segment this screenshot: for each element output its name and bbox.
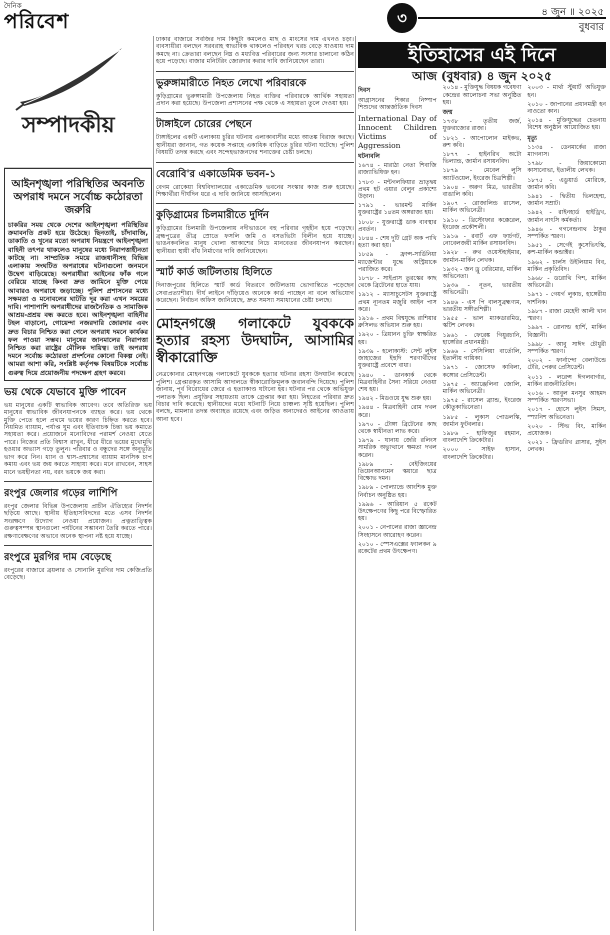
article-body: রংপুর জেলার বিভিন্ন উপজেলায় প্রাচীন ঐতিহ্যের নিদর্শন ছড়িয়ে আছে। স্থানীয় ইতিহাসবিদদের মতে এসব নিদর্শন সংরক্ষণে উদ্যোগ নেওয়া প্রয়োজন। প্রত্নতাত্ত্বিক গুরুত্বসম্পন্ন স্থানগুলো পর্যটনের সম্ভাবনা তৈরি করতে পারে। রক্ষণাবেক্ষণের অভাবে অনেক স্থাপনা নষ্ট হয়ে যাচ্ছে। xyxy=(4,502,152,540)
history-banner: ইতিহাসের এই দিনে xyxy=(358,42,606,68)
history-entry: ১৯৪৪ - মিত্রবাহিনী রোম দখল করে। xyxy=(358,404,437,419)
article-headline: বেরোবি'র একাডেমিক ভবন-১ xyxy=(156,168,276,180)
history-entry: ১৯০৪ - অরুণ মিত্র, ভারতীয় বাঙালি কবি। xyxy=(442,183,522,199)
history-entry: ১৯২৮ - রুথ ওয়েস্টহাইমার, জার্মান-মার্কিন লেখক। xyxy=(442,249,522,264)
article-body: কুড়িগ্রামের ভুরুঙ্গামারী উপজেলায় নিহত ব্যক্তির পরিবারকে আর্থিক সহায়তা প্রদান করা হয়েছে। উপজেলা প্রশাসনের পক্ষ থেকে এ সহায়তা তুলে দেওয়া হয়। xyxy=(156,92,354,108)
history-entry: ১৯৪৬ - গগনেন্দ্রনাথ ঠাকুর সম্পর্কিত স্মরণ। xyxy=(527,225,606,241)
editorial-body: চাকরির সময় থেকে দেশের আইনশৃঙ্খলা পরিস্থিতির ক্রমাবনতি প্রকট হয়ে উঠেছে। ছিনতাই, চাঁদাবাজি, ডাকাতি ও খুনের মতো অপরাধ নিয়ন্ত্রণে আইনশৃঙ্খলা বাহিনী তৎপর থাকলেও মানুষের মধ্যে নিরাপত্তাহীনতা কাটছে না। সাম্প্রতিক সময়ে রাজধানীসহ বিভিন্ন এলাকায় সংঘটিত অপরাধের ঘটনাগুলো জনমনে উদ্বেগ বাড়িয়েছে। অপরাধীরা আইনের ফাঁক গলে বেরিয়ে যাচ্ছে কিংবা দ্রুত জামিনে মুক্তি পেয়ে আবারও অপরাধে জড়াচ্ছে। পুলিশ প্রশাসনের মধ্যে সক্ষমতা ও মনোবলের ঘাটতি দূর করা এখন সময়ের দাবি। পাশাপাশি অপরাধীদের রাজনৈতিক ও সামাজিক আশ্রয়-প্রশ্রয় বন্ধ করতে হবে। আইনশৃঙ্খলা বাহিনীর টহল বাড়ানো, গোয়েন্দা নজরদারি জোরদার এবং দ্রুত বিচার নিশ্চিত করা গেলে অপরাধ দমনে কার্যকর ফল পাওয়া সম্ভব। মানুষের জানমালের নিরাপত্তা নিশ্চিত করা রাষ্ট্রের মৌলিক দায়িত্ব। তাই অপরাধ দমনে সর্বোচ্চ কঠোরতা প্রদর্শনের কোনো বিকল্প নেই। আমরা আশা করি, সংশ্লিষ্ট কর্তৃপক্ষ বিষয়টিকে সর্বোচ্চ গুরুত্ব দিয়ে প্রয়োজনীয় পদক্ষেপ গ্রহণ করবে। xyxy=(8,221,148,377)
history-column-2 xyxy=(443,84,522,557)
history-entry: আগ্রাসনের শিকার নিষ্পাপ শিশুদের আন্তর্জাতিক দিবস xyxy=(358,96,437,111)
history-entry: ১৯২০ - ত্রিয়ানন চুক্তি স্বাক্ষরিত হয়। xyxy=(358,331,437,346)
history-entry: ১৯৫১ - সের্গেই কুসেভিৎস্কি, রুশ-মার্কিন কন্ডাক্টর। xyxy=(527,242,606,257)
history-entry: ২০১৪ - মুক্তিযুদ্ধের চেতনায় বিশেষ অনুষ্ঠান আয়োজিত হয়। xyxy=(527,117,606,132)
history-entry: ১৭৯১ - ভারমন্ট মার্কিন যুক্তরাষ্ট্রের ১৪তম অঙ্গরাজ্য হয়। xyxy=(358,202,437,217)
page-header xyxy=(0,0,610,36)
history-entry: ১৮০৮ - যুক্তরাষ্ট্রে ডাক ব্যবস্থার প্রবর্তন। xyxy=(358,218,437,233)
history-entry: ১৯১০ - খ্রিস্টোফার কক্কেরেল, ইংরেজ প্রকৌশলী। xyxy=(442,216,522,231)
history-entry: ১৯৮৯ - পোল্যান্ডে আংশিক মুক্ত নির্বাচন অনুষ্ঠিত হয়। xyxy=(358,484,437,499)
divider xyxy=(4,545,152,546)
history-entry: ১৬৭৪ - মারাঠা নেতা শিবাজি রাজ্যাভিষিক্ত হন। xyxy=(358,162,437,177)
article-headline: ভয় থেকে যেভাবে মুক্তি পাবেন xyxy=(4,386,126,398)
column-history xyxy=(358,36,606,931)
history-entry: ১৯৯৮ - আবু সাঈদ চৌধুরী সম্পর্কিত স্মরণ। xyxy=(527,340,606,355)
article-body: দিনাজপুরের হিলিতে স্মার্ট কার্ড বিতরণে জটিলতায় ভোগান্তিতে পড়েছেন সেবাপ্রত্যাশীরা। দীর্ঘ লাইনে দাঁড়িয়েও অনেকে কার্ড পাচ্ছেন না বলে অভিযোগ করেছেন। নির্বাচন অফিস জানিয়েছে, দ্রুত সমস্যা সমাধানের চেষ্টা চলছে। xyxy=(156,282,354,304)
editorial-box xyxy=(4,168,152,381)
history-entry: ২০০৩ - মার্থা স্টুয়ার্ট অভিযুক্ত হন। xyxy=(527,84,606,99)
history-entry: ১৯৭৯ - ঘানায় জেরি রলিংস সামরিক অভ্যুত্থানে ক্ষমতা দখল করেন। xyxy=(358,437,437,459)
history-entry: ২০১৭ - হোসে লুইস সিমস, স্প্যানিশ অভিনেতা। xyxy=(527,406,606,421)
history-entry: ২০০২ - ফার্নান্দো বেলাউন্ডে টেরি, পেরুর প্রেসিডেন্ট। xyxy=(527,357,606,372)
history-entry: ১৯৮৫ - লুকাস পোডলস্কি, জার্মান ফুটবলার। xyxy=(442,413,522,428)
history-entry: ১৯৮৬ - হাফিজুর রহমান, বাংলাদেশি ক্রিকেটার। xyxy=(442,429,522,445)
history-subheading: জন্ম xyxy=(442,109,453,117)
masthead-title: পরিবেশ xyxy=(4,9,70,33)
history-entry: ১৯৯৬ - আরিয়ান ৫ রকেট উৎক্ষেপণের কিছু পরে বিস্ফোরিত হয়। xyxy=(358,500,437,523)
article-headline: কুড়িগ্রামের চিলমারীতে দুর্দিন xyxy=(156,210,269,222)
article-headline: স্মার্ট কার্ড জটিলতায় হিলিতে xyxy=(156,267,273,279)
column-divider xyxy=(355,36,356,931)
masthead-small: দৈনিক xyxy=(4,2,22,10)
history-subheading: ঘটনাবলি xyxy=(358,153,380,161)
history-entry: ১৯০৭ - রোজালিন্ড রাসেল, মার্কিন অভিনেত্রী। xyxy=(442,200,522,215)
history-entry: ১৯৪২ - রাইনহার্ড হাইড্রিখ, জার্মান নাৎসি কর্মকর্তা। xyxy=(527,209,606,224)
history-entry: ২০২০ - স্টিভ বিং, মার্কিন প্রযোজক। xyxy=(527,422,606,437)
history-entry: ১৯৩২ - জন ড্রু বেরিমোর, মার্কিন অভিনেতা। xyxy=(442,265,522,281)
issue-weekday: বুধবার xyxy=(578,22,604,33)
history-entry: ২০০০ - সাইফ হাসান, বাংলাদেশি ক্রিকেটার। xyxy=(442,446,522,461)
issue-date: ৪ জুন ॥ ২০২৫ xyxy=(541,7,604,18)
history-entry: ১৯৭১ - গেয়র্গ লুকাচ, হাঙ্গেরীয় দার্শনিক। xyxy=(527,291,606,306)
history-columns xyxy=(358,84,606,557)
divider xyxy=(156,203,354,204)
history-entry: ২০১৪ - মুক্তিযুদ্ধ বিষয়ক গবেষণা কেন্দ্রের আলোচনা সভা অনুষ্ঠিত হয়। xyxy=(442,84,522,106)
article-headline: রংপুর জেলার গড়ের লাশিপি xyxy=(4,487,118,499)
history-entry: ১১৩৪ - ডেনমার্কের রাজা ম্যাগনাস। xyxy=(527,143,606,159)
history-entry: ১৭৩৮ - তৃতীয় জর্জ, যুক্তরাজ্যের রাজা। xyxy=(442,118,522,133)
history-entry: ১৯৪১ - দ্বিতীয় ভিলহেল্ম, জার্মান সম্রাট। xyxy=(527,193,606,208)
column-middle xyxy=(156,36,354,931)
history-entry: ১৯৭০ - টোঙ্গা ব্রিটেনের কাছ থেকে স্বাধীনতা লাভ করে। xyxy=(358,420,437,435)
history-entry: ২০২১ - ফ্রিডরিখ গ্লাসার, সুইস লেখক। xyxy=(527,439,606,454)
history-entry: ১৯১৬ - রবার্ট এফ ফার্চগট, নোবেলজয়ী মার্কিন রসায়নবিদ। xyxy=(442,233,522,248)
history-column-1 xyxy=(358,84,437,557)
history-entry: ১৯১৬ - প্রথম বিশ্বযুদ্ধে রাশিয়ার ব্রুসিলভ অভিযান শুরু হয়। xyxy=(358,315,437,330)
column-divider xyxy=(153,36,154,931)
article-headline: রংপুরে মুরগির দাম বেড়েছে xyxy=(4,551,112,563)
international-day-english: International Day of Innocent Children Victims of Aggression xyxy=(358,114,437,151)
article-body: বেগম রোকেয়া বিশ্ববিদ্যালয়ের একাডেমিক ভবনের সংস্কার কাজ শুরু হয়েছে। শিক্ষার্থীরা দীর্ঘদিন ধরে এ দাবি জানিয়ে আসছিলেন। xyxy=(156,183,354,199)
history-column-3 xyxy=(527,84,606,557)
history-entry: ১৯৪০ - ডানকার্ক থেকে মিত্রবাহিনীর সৈন্য সরিয়ে নেওয়া শেষ হয়। xyxy=(358,371,437,393)
article-headline: টাঙ্গাইলে চোরের পেছনে xyxy=(156,119,252,131)
history-entry: ১৯৯৭ - রোনাল্ড হার্শি, মার্কিন বিজ্ঞানী। xyxy=(527,324,606,339)
history-entry: ১৯৭৫ - রাসেল ব্র্যান্ড, ইংরেজ কৌতুকাভিনেতা। xyxy=(442,397,522,412)
editorial-headline: আইনশৃঙ্খলা পরিস্থিতির অবনতি অপরাধ দমনে সর্বোচ্চ কঠোরতা জরুরি xyxy=(11,178,145,216)
divider xyxy=(156,162,354,163)
article-body: ঢাকার বাজারে সবজির দাম কিছুটা কমলেও মাছ ও মাংসের দাম এখনও চড়া। ব্যবসায়ীরা বলছেন সরবরাহ স্বাভাবিক থাকলেও পরিবহন খরচ বেড়ে যাওয়ায় দাম কমছে না। ক্রেতারা বলছেন নিম্ন ও মধ্যবিত্ত পরিবারের জন্য সংসার চালানো কঠিন হয়ে পড়েছে। বাজার মনিটরিং জোরদার করার দাবি জানিয়েছেন তারা। xyxy=(156,36,354,66)
history-entry: ১৮৫৯ - ফ্রান্স-সার্ডিনিয়া ম্যাজেন্টার যুদ্ধে অস্ট্রিয়াকে পরাজিত করে। xyxy=(358,251,437,273)
article-headline-main: মোহনগঞ্জে গলাকেটে যুবককে হত্যার রহস্য উদঘাটন, আসামির স্বীকারোক্তি xyxy=(156,316,354,367)
editorial-logo xyxy=(4,36,152,168)
history-entry: ১৮৭৫ - এডুয়ার্ড মোরিকে, জার্মান কবি। xyxy=(527,176,606,191)
history-entry: ১৯৪৬ - এস পি বালসুব্রহ্মণ্যম, ভারতীয় সঙ্গীতশিল্পী। xyxy=(442,298,522,313)
page-number-badge: ৩ xyxy=(387,3,417,33)
history-entry: ২০১৬ - আবুল মনসুর আহমদ সম্পর্কিত স্মরণসভা। xyxy=(527,389,606,405)
article-body: নেত্রকোনার মোহনগঞ্জে গলাকেটে যুবককে হত্যার ঘটনার রহস্য উদঘাটন করেছে পুলিশ। গ্রেপ্তারকৃত আসামি আদালতে স্বীকারোক্তিমূলক জবানবন্দি দিয়েছে। পুলিশ জানায়, পূর্ব বিরোধের জেরে এ হত্যাকাণ্ড ঘটানো হয়। ঘটনার পর থেকে অভিযুক্ত পলাতক ছিল। প্রযুক্তির সহায়তায় তাকে গ্রেপ্তার করা হয়। নিহতের পরিবার দ্রুত বিচার দাবি করেছে। স্থানীয়দের মধ্যে ঘটনাটি নিয়ে চাঞ্চল্য সৃষ্টি হয়েছিল। পুলিশ বলছে, মামলার তদন্ত অব্যাহত রয়েছে এবং জড়িত অন্যদেরও আইনের আওতায় আনা হবে। xyxy=(156,371,354,423)
history-entry: ২০০১ - নেপালের রাজা জ্ঞানেন্দ্র সিংহাসনে আরোহণ করেন। xyxy=(358,524,437,539)
history-entry: ১৯৪২ - মিডওয়ে যুদ্ধ শুরু হয়। xyxy=(358,395,432,403)
history-entry: ২০১১ - লরেন্স ঈগলবার্গার, মার্কিন রাজনীতিবিদ। xyxy=(527,373,606,388)
feather-pen-icon xyxy=(10,42,130,112)
article-body: টাঙ্গাইলের একটি এলাকায় চুরির ঘটনায় এলাকাবাসীর মধ্যে আতঙ্ক বিরাজ করছে। স্থানীয়রা জানান, গত কয়েক সপ্তাহে একাধিক বাড়িতে চুরির ঘটনা ঘটেছে। পুলিশ বিষয়টি তদন্ত করছে এবং সন্দেহভাজনদের শনাক্তের চেষ্টা চলছে। xyxy=(156,134,354,157)
history-entry: ১৯৭১ - জোসেফ কাবিলা, কঙ্গোর প্রেসিডেন্ট। xyxy=(442,364,522,379)
history-entry: ১৯৬৬ - সেসিলিয়া বার্তোলি, ইতালীয় গায়িকা। xyxy=(442,347,522,363)
history-entry: ১৮৭৯ - মেবেল লুসি অ্যাটওয়েল, ইংরেজ চিত্রশিল্পী। xyxy=(442,167,522,182)
divider xyxy=(4,481,152,482)
history-entry: ১৯৭৫ - অ্যাঞ্জেলিনা জোলি, মার্কিন অভিনেত্রী। xyxy=(442,380,522,395)
history-subheading: দিবস xyxy=(358,87,371,95)
history-entry: ১৯৫৫ - ভাল ম্যাকডারমিড, স্কটিশ লেখক। xyxy=(442,315,522,330)
history-date-line: আজ (বুধবার) ৪ জুন ২০২৫ xyxy=(412,69,552,83)
masthead xyxy=(4,2,124,34)
history-entry: ১৯৮৭ - রাজা মেহেদী আলী খান স্মরণ। xyxy=(527,307,606,323)
editorial-section-title: সম্পাদকীয় xyxy=(22,112,115,138)
history-subheading: মৃত্যু xyxy=(527,134,537,142)
history-entry: ১৮৪৪ - শেষ দুটি গ্রেট অক পাখি হত্যা করা হয়। xyxy=(358,235,437,250)
history-entry: ১৭৮৩ - মন্টগলফিয়ার ভ্রাতৃদ্বয় প্রথম হট এয়ার বেলুন প্রকাশ্যে উড়ান। xyxy=(358,178,437,201)
divider xyxy=(156,71,354,72)
article-body: কুড়িগ্রামের চিলমারী উপজেলায় নদীভাঙনে বহু পরিবার গৃহহীন হয়ে পড়েছে। ব্রহ্মপুত্রের তীব্র স্রোতে ফসলি জমি ও বসতভিটা বিলীন হয়ে যাচ্ছে। ভাঙনকবলিত মানুষ খোলা আকাশের নিচে মানবেতর জীবনযাপন করছেন। স্থানীয়রা স্থায়ী বাঁধ নির্মাণের দাবি জানিয়েছেন। xyxy=(156,225,354,255)
history-entry: ১৯৬১ - ফেরেঙ্ক গিয়ুরচানি, হাঙ্গেরির প্রধানমন্ত্রী। xyxy=(442,331,522,346)
history-entry: ১৮৭৮ - সাইপ্রাস তুরস্কের কাছ থেকে ব্রিটেনের হাতে যায়। xyxy=(358,275,437,290)
divider xyxy=(156,309,354,310)
history-entry: ১৯৮৯ - বেইজিংয়ের তিয়েনআনমেন স্কয়ারে ছাত্র বিক্ষোভ দমন। xyxy=(358,460,437,483)
history-entry: ১৮২১ - আপোলোন মাইকভ, রুশ কবি। xyxy=(442,134,522,149)
article-body: ভয় মানুষের একটি স্বাভাবিক আবেগ। তবে অতিরিক্ত ভয় মানুষের স্বাভাবিক জীবনযাপনকে ব্যাহত করে। ভয় থেকে মুক্তি পেতে হলে প্রথমে ভয়ের কারণ চিহ্নিত করতে হবে। নিয়মিত ব্যায়াম, পর্যাপ্ত ঘুম এবং ইতিবাচক চিন্তা ভয় কমাতে সহায়তা করে। প্রয়োজনে মনোবিদের পরামর্শ নেওয়া যেতে পারে। নিজের প্রতি বিশ্বাস রাখুন, ধীরে ধীরে ভয়ের মুখোমুখি হওয়ার অভ্যাস গড়ে তুলুন। পরিবার ও বন্ধুদের সঙ্গে অনুভূতি ভাগ করে নিন। ধ্যান ও শ্বাস-প্রশ্বাসের ব্যায়াম মানসিক চাপ কমায় এবং ভয় জয় করতে সাহায্য করে। মনে রাখবেন, সাহস মানে ভয়হীনতা নয়, বরং ভয়কে জয় করা। xyxy=(4,401,152,476)
history-entry: ১৯১২ - ম্যাসাচুসেটস যুক্তরাষ্ট্রে প্রথম ন্যূনতম মজুরি আইন পাস করে। xyxy=(358,291,437,313)
divider xyxy=(156,260,354,261)
history-entry: ২০১০ - স্পেসএক্সের ফ্যালকন ৯ রকেটের প্রথম উৎক্ষেপণ। xyxy=(358,540,437,555)
history-entry: ১৮৭৭ - হাইনরিখ অটো ভিল্যান্ড, জার্মান রসায়নবিদ। xyxy=(442,151,522,166)
history-entry: ২০১০ - জাপানের প্রধানমন্ত্রী হন নাওতো কান। xyxy=(527,100,606,116)
column-left xyxy=(4,36,152,931)
article-body: রংপুরের বাজারে ব্রয়লার ও সোনালি মুরগির দাম কেজিপ্রতি বেড়েছে। xyxy=(4,566,152,582)
history-entry: ১৯৩৯ - হলোকাস্ট: সেন্ট লুইস জাহাজের ইহুদি শরণার্থীদের যুক্তরাষ্ট্রে প্রবেশে বাধা। xyxy=(358,347,437,370)
history-entry: ১৯৬২ - চার্লস উইলিয়াম বিব, মার্কিন প্রকৃতিবিদ। xyxy=(527,258,606,273)
history-entry: ১৭৯৮ - জিয়াকোমো কাসানোভা, ইতালীয় লেখক। xyxy=(527,160,606,175)
history-entry: ১৯৬৮ - ডরোথি গিশ, মার্কিন অভিনেত্রী। xyxy=(527,275,606,290)
article-headline: ভুরুঙ্গামারীতে নিহত লেখো পরিবারকে xyxy=(156,77,307,89)
divider xyxy=(156,112,354,113)
history-entry: ১৯৩৬ - নূতন, ভারতীয় অভিনেত্রী। xyxy=(442,282,522,297)
